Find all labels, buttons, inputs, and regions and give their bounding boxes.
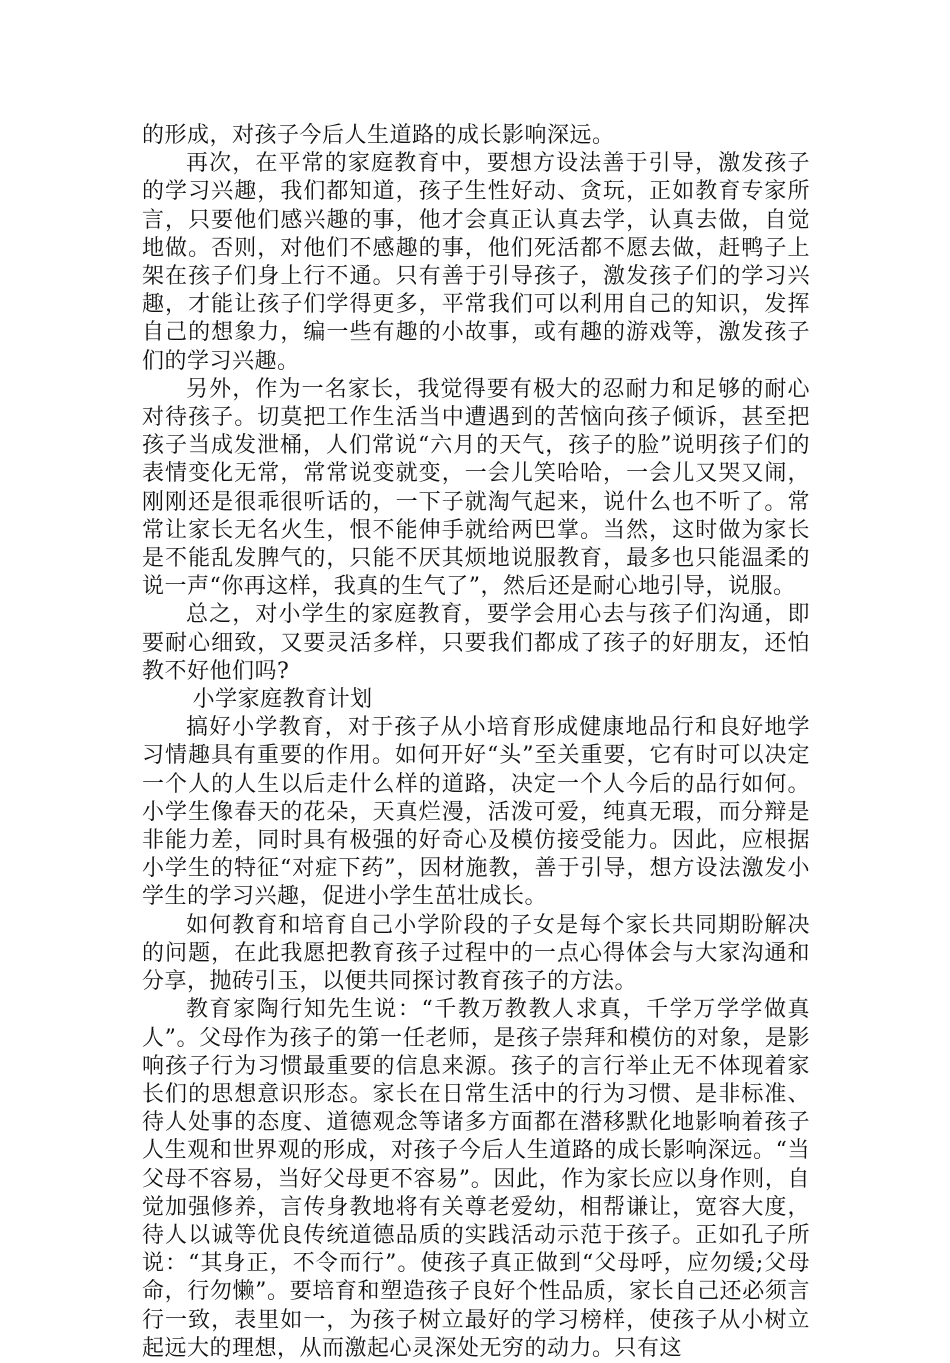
paragraph-intro: 搞好小学教育，对于孩子从小培育形成健康地品行和良好地学习情趣具有重要的作用。如何开好“头”至关重要，它有时可以决定一个人的人生以后走什么样的道路，决定一个人今后的品行如何。小学生像春天的花朵，天真烂漫，活泼可爱，纯真无瑕，而分辩是非能力差，同时具有极强的好奇心及模仿接受能力。因此，应根据小学生的特征“对症下药”，因材施教，善于引导，想方设法激发小学生的学习兴趣，促进小学生茁壮成长。 xyxy=(142,715,810,910)
paragraph-role-model: 教育家陶行知先生说：“千教万教教人求真，千学万学学做真人”。父母作为孩子的第一任老师，是孩子崇拜和模仿的对象，是影响孩子行为习惯最重要的信息来源。孩子的言行举止无不体现着家长们的思想意识形态。家长在日常生活中的行为习惯、是非标准、待人处事的态度、道德观念等诸多方面都在潜移默化地影响着孩子人生观和世界观的形成，对孩子今后人生道路的成长影响深远。“当父母不容易，当好父母更不容易”。因此，作为家长应以身作则，自觉加强修养，言传身教地将有关尊老爱幼，相帮谦让，宽容大度，待人以诚等优良传统道德品质的实践活动示范于孩子。正如孔子所说：“其身正，不令而行”。使孩子真正做到“父母呼，应勿缓;父母命，行勿懒”。要培育和塑造孩子良好个性品质，家长自己还必须言行一致，表里如一，为孩子树立最好的学习榜样，使孩子从小树立起远大的理想，从而激起心灵深处无穷的动力。只有这 xyxy=(142,997,810,1361)
section-heading: 小学家庭教育计划 xyxy=(192,687,373,713)
document-page xyxy=(142,122,810,1363)
paragraph-conclusion: 总之，对小学生的家庭教育，要学会用心去与孩子们沟通，即要耐心细致，又要灵活多样，只要我们都成了孩子的好朋友，还怕教不好他们吗? xyxy=(142,602,810,684)
paragraph-patience: 另外，作为一名家长，我觉得要有极大的忍耐力和足够的耐心对待孩子。切莫把工作生活当中遭遇到的苦恼向孩子倾诉，甚至把孩子当成发泄桶，人们常说“六月的天气，孩子的脸”说明孩子们的表情变化无常，常常说变就变，一会儿笑哈哈，一会儿又哭又闹，刚刚还是很乖很听话的，一下子就淘气起来，说什么也不听了。常常让家长无名火生，恨不能伸手就给两巴掌。当然，这时做为家长是不能乱发脾气的，只能不厌其烦地说服教育，最多也只能温柔的说一声“你再这样，我真的生气了”，然后还是耐心地引导，说服。 xyxy=(142,376,810,600)
paragraph-sharing: 如何教育和培育自己小学阶段的子女是每个家长共同期盼解决的问题，在此我愿把教育孩子过程中的一点心得体会与大家沟通和分享，抛砖引玉，以便共同探讨教育孩子的方法。 xyxy=(142,912,810,995)
paragraph-interest: 再次，在平常的家庭教育中，要想方设法善于引导，激发孩子的学习兴趣，我们都知道，孩子生性好动、贪玩，正如教育专家所言，只要他们感兴趣的事，他才会真正认真去学，认真去做，自觉地做。否则，对他们不感趣的事，他们死活都不愿去做，赶鸭子上架在孩子们身上行不通。只有善于引导孩子，激发孩子们的学习兴趣，才能让孩子们学得更多，平常我们可以利用自己的知识，发挥自己的想象力，编一些有趣的小故事，或有趣的游戏等，激发孩子们的学习兴趣。 xyxy=(142,151,810,374)
paragraph-continuation: 的形成，对孩子今后人生道路的成长影响深远。 xyxy=(142,123,615,148)
